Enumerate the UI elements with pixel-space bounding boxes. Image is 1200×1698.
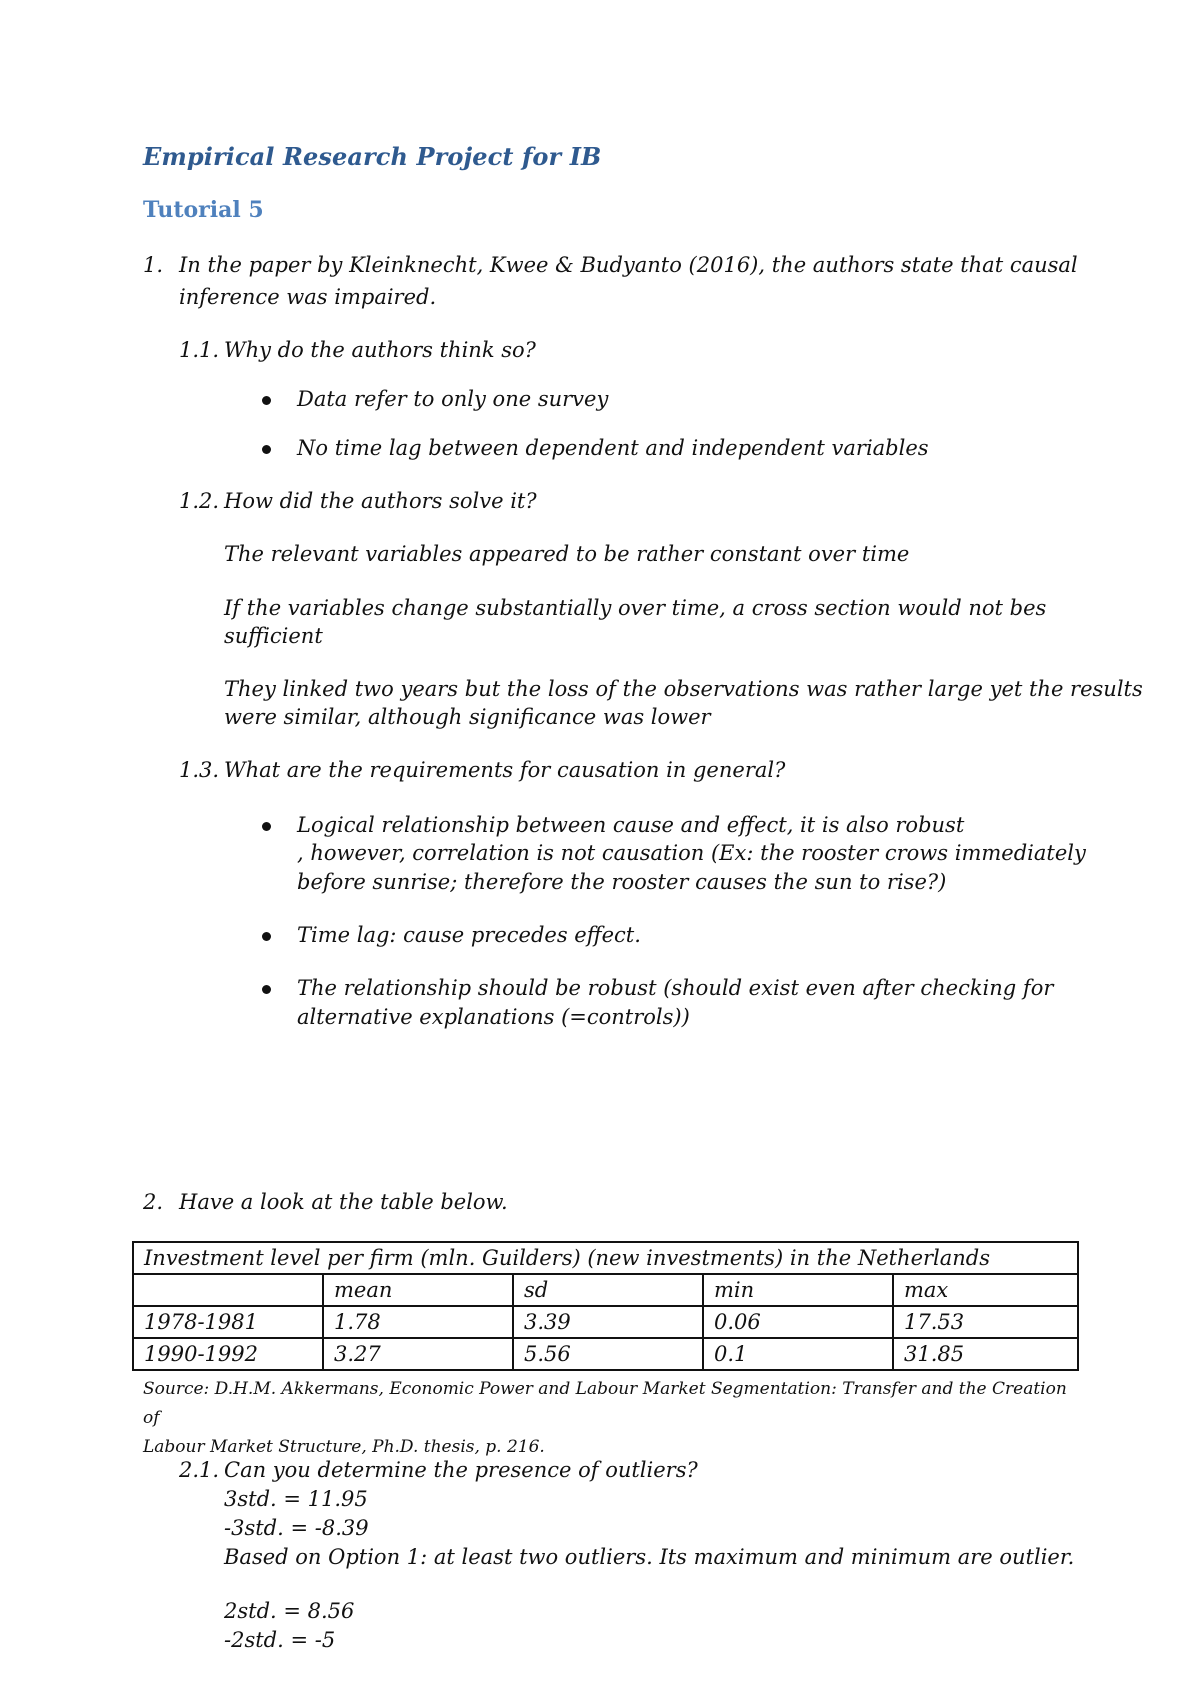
table-header-cell: mean — [323, 1274, 513, 1306]
q1-1-number: 1.1. — [179, 338, 220, 362]
q1-text-line2: inference was impaired. — [179, 285, 437, 309]
q1-3-number: 1.3. — [179, 758, 220, 782]
table-cell: 5.56 — [513, 1338, 703, 1370]
q1-2-para3-line1: They linked two years but the loss of the observations was rather large yet the results — [224, 677, 1143, 701]
table-header-cell: max — [893, 1274, 1078, 1306]
q2-1-line1: 3std. = 11.95 — [224, 1487, 368, 1511]
q1-2-para3-line2: were similar, although significance was lower — [224, 705, 711, 729]
table-cell: 0.06 — [703, 1306, 893, 1338]
table-row — [133, 1306, 1078, 1338]
q1-text-line1: In the paper by Kleinknecht, Kwee & Budyanto (2016), the authors state that causal — [179, 253, 1078, 277]
q1-number: 1. — [143, 253, 164, 277]
q1-1-bullet-2: No time lag between dependent and independent variables — [297, 436, 929, 460]
bullet-icon — [262, 932, 271, 941]
bullet-icon — [262, 445, 271, 454]
q1-2-para1: The relevant variables appeared to be rather constant over time — [224, 542, 910, 566]
q1-2-para2-line1: If the variables change substantially over time, a cross section would not bes — [224, 596, 1047, 620]
tutorial-heading: Tutorial 5 — [143, 197, 264, 223]
table-source — [143, 1375, 1083, 1462]
table-header-cell: sd — [513, 1274, 703, 1306]
q1-1-text: Why do the authors think so? — [224, 338, 536, 362]
bullet-icon — [262, 985, 271, 994]
table-cell: 0.1 — [703, 1338, 893, 1370]
table-cell: 1990-1992 — [133, 1338, 323, 1370]
table-caption: Investment level per firm (mln. Guilders) (new investments) in the Netherlands — [133, 1242, 1078, 1274]
q1-3-bullet-3-line1: The relationship should be robust (should exist even after checking for — [297, 976, 1054, 1000]
q1-2-number: 1.2. — [179, 489, 220, 513]
table-cell: 31.85 — [893, 1338, 1078, 1370]
document-title: Empirical Research Project for IB — [143, 142, 602, 171]
q2-1-line3: Based on Option 1: at least two outliers. Its maximum and minimum are outlier. — [224, 1545, 1075, 1569]
q2-1-line2: -3std. = -8.39 — [224, 1516, 369, 1540]
q1-3-text: What are the requirements for causation in general? — [224, 758, 786, 782]
q2-1-line4: 2std. = 8.56 — [224, 1599, 355, 1623]
table-header-row — [133, 1274, 1078, 1306]
bullet-icon — [262, 396, 271, 405]
table-cell: 1.78 — [323, 1306, 513, 1338]
q1-2-para2-line2: sufficient — [224, 624, 323, 648]
q1-3-bullet-2: Time lag: cause precedes effect. — [297, 923, 641, 947]
table-header-cell: min — [703, 1274, 893, 1306]
table-caption-row — [133, 1242, 1078, 1274]
q2-1-number: 2.1. — [179, 1458, 220, 1482]
q1-3-bullet-3-line2: alternative explanations (=controls)) — [297, 1005, 690, 1029]
q1-3-bullet-1-line3: before sunrise; therefore the rooster causes the sun to rise?) — [297, 870, 947, 894]
q1-3-bullet-1-line2: , however, correlation is not causation (Ex: the rooster crows immediately — [297, 841, 1086, 865]
table-cell: 3.39 — [513, 1306, 703, 1338]
q1-3-bullet-1-line1: Logical relationship between cause and effect, it is also robust — [297, 813, 965, 837]
q2-1-text: Can you determine the presence of outliers? — [224, 1458, 698, 1482]
bullet-icon — [262, 822, 271, 831]
q1-2-text: How did the authors solve it? — [224, 489, 537, 513]
q2-1-line5: -2std. = -5 — [224, 1628, 336, 1652]
table-cell: 1978-1981 — [133, 1306, 323, 1338]
table-source-line1: Source: D.H.M. Akkermans, Economic Power and Labour Market Segmentation: Transfer and the Creation of — [143, 1379, 1067, 1428]
table-header-cell — [133, 1274, 323, 1306]
table-row — [133, 1338, 1078, 1370]
investment-table — [132, 1241, 1079, 1371]
q2-number: 2. — [143, 1190, 164, 1214]
q2-text: Have a look at the table below. — [179, 1190, 508, 1214]
q1-1-bullet-1: Data refer to only one survey — [297, 387, 609, 411]
table-cell: 17.53 — [893, 1306, 1078, 1338]
table-cell: 3.27 — [323, 1338, 513, 1370]
table-source-line2: Labour Market Structure, Ph.D. thesis, p. 216. — [143, 1437, 545, 1457]
